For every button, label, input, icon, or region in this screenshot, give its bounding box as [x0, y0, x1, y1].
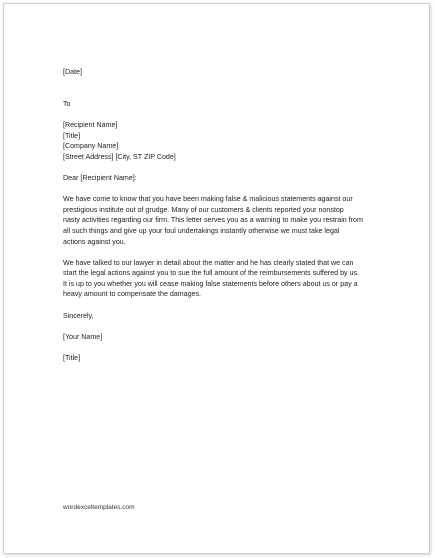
- salutation: Dear [Recipient Name]:: [63, 173, 137, 182]
- to-label: To: [63, 99, 71, 108]
- paragraph-line: We have talked to our lawyer in detail about the matter and he has clearly stated that we can: [63, 258, 354, 267]
- paragraph-line: start the legal actions against you to sue the full amount of the reimbursements suffered by us.: [63, 269, 360, 278]
- paragraph-line: heavy amount to compensate the damages.: [63, 290, 202, 299]
- document-page: [3, 3, 430, 554]
- paragraph-line: It is up to you whether you will cease making false statements before others about us or pay a: [63, 279, 358, 288]
- paragraph-line: nasty activities regarding our firm. This letter serves you as a warning to make you restrain from: [63, 216, 363, 225]
- paragraph-2: [63, 258, 383, 300]
- date-placeholder: [Date]: [63, 68, 82, 76]
- paragraph-line: prestigious institute out of grudge. Many of our customers & clients reported your nonstop: [63, 205, 344, 214]
- letter-body: [63, 67, 383, 364]
- paragraph-line: actions against you.: [63, 237, 126, 246]
- your-title: [Title]: [63, 354, 81, 363]
- closing: Sincerely,: [63, 311, 94, 320]
- paragraph-line: all such things and give up your foul undertakings instantly otherwise we must take legal: [63, 226, 340, 235]
- street-address: [Street Address] [City, ST ZIP Code]: [63, 152, 176, 161]
- your-name: [Your Name]: [63, 332, 103, 341]
- recipient-title: [Title]: [63, 131, 81, 140]
- recipient-name: [Recipient Name]: [63, 120, 118, 129]
- paragraph-line: We have come to know that you have been making false & malicious statements against our: [63, 195, 353, 204]
- company-name: [Company Name]: [63, 142, 119, 151]
- paragraph-1: [63, 194, 383, 247]
- website-footer: wordexceltemplates.com: [63, 504, 135, 511]
